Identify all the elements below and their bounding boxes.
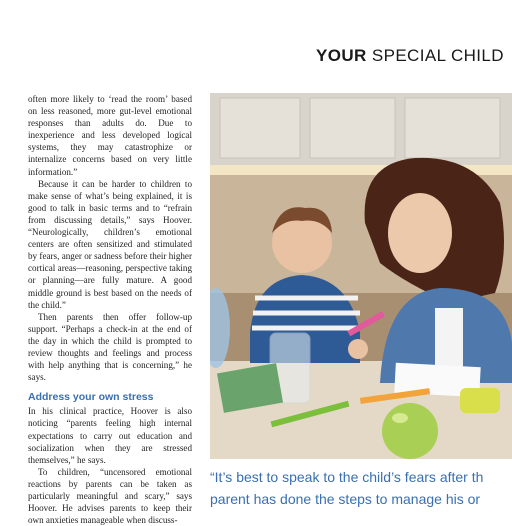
sharpener bbox=[460, 388, 500, 413]
boy-hand bbox=[348, 339, 368, 359]
cabinet-door bbox=[405, 98, 500, 158]
article-photo bbox=[210, 93, 512, 459]
paragraph-5: To children, “uncensored emotional reactions by parents can be taken as particularly meaningful and scary,” says Hoover. He advises parents to keep their own anxieties manageable when discuss- bbox=[28, 466, 192, 526]
paragraph-1: often more likely to ‘read the room’ based on less reasoned, more gut-level emotional responses than adults do. Due to inexperience and less developed logical systems, they may catastrophize or internalize concerns based on very little information.” bbox=[28, 94, 192, 177]
cabinet-door bbox=[220, 98, 300, 158]
photo-illustration bbox=[210, 93, 512, 459]
paragraph-3: Then parents then offer follow-up support. “Perhaps a check-in at the end of the day in which the child is prompted to review thoughts and feelings and process with help anything that is concerning,” he says. bbox=[28, 311, 192, 383]
subheading: Address your own stress bbox=[28, 391, 154, 404]
woman-face bbox=[388, 193, 452, 273]
pull-quote bbox=[210, 466, 512, 510]
paragraph-2: Because it can be harder to children to make sense of what’s being explained, it is good to talk in basic terms and to “refrain from discussing details,” says Hoover. “Neurologically, children’s emotional centers are often sensitized and stimulated by fears, anger or sadness before their higher cortical areas—reasoning, perspective taking or planning—are fully mature. A good middle ground is best based on the needs of the child.” bbox=[28, 178, 192, 310]
cabinet-door bbox=[310, 98, 395, 158]
pull-quote-line-1: “It’s best to speak to the child’s fears after th bbox=[210, 469, 484, 485]
paragraph-4: In his clinical practice, Hoover is also noticing “parents feeling high internal expectations to carry out education and socialization when they are stressed themselves,” he says. bbox=[28, 406, 192, 465]
green-apple bbox=[382, 403, 438, 459]
section-header-rest: SPECIAL CHILD bbox=[366, 46, 504, 65]
article-column bbox=[28, 93, 192, 526]
section-header-bold: YOUR bbox=[316, 46, 367, 65]
section-header bbox=[316, 46, 504, 66]
pull-quote-line-2: parent has done the steps to manage his or bbox=[210, 491, 481, 507]
apple-highlight bbox=[392, 413, 408, 423]
